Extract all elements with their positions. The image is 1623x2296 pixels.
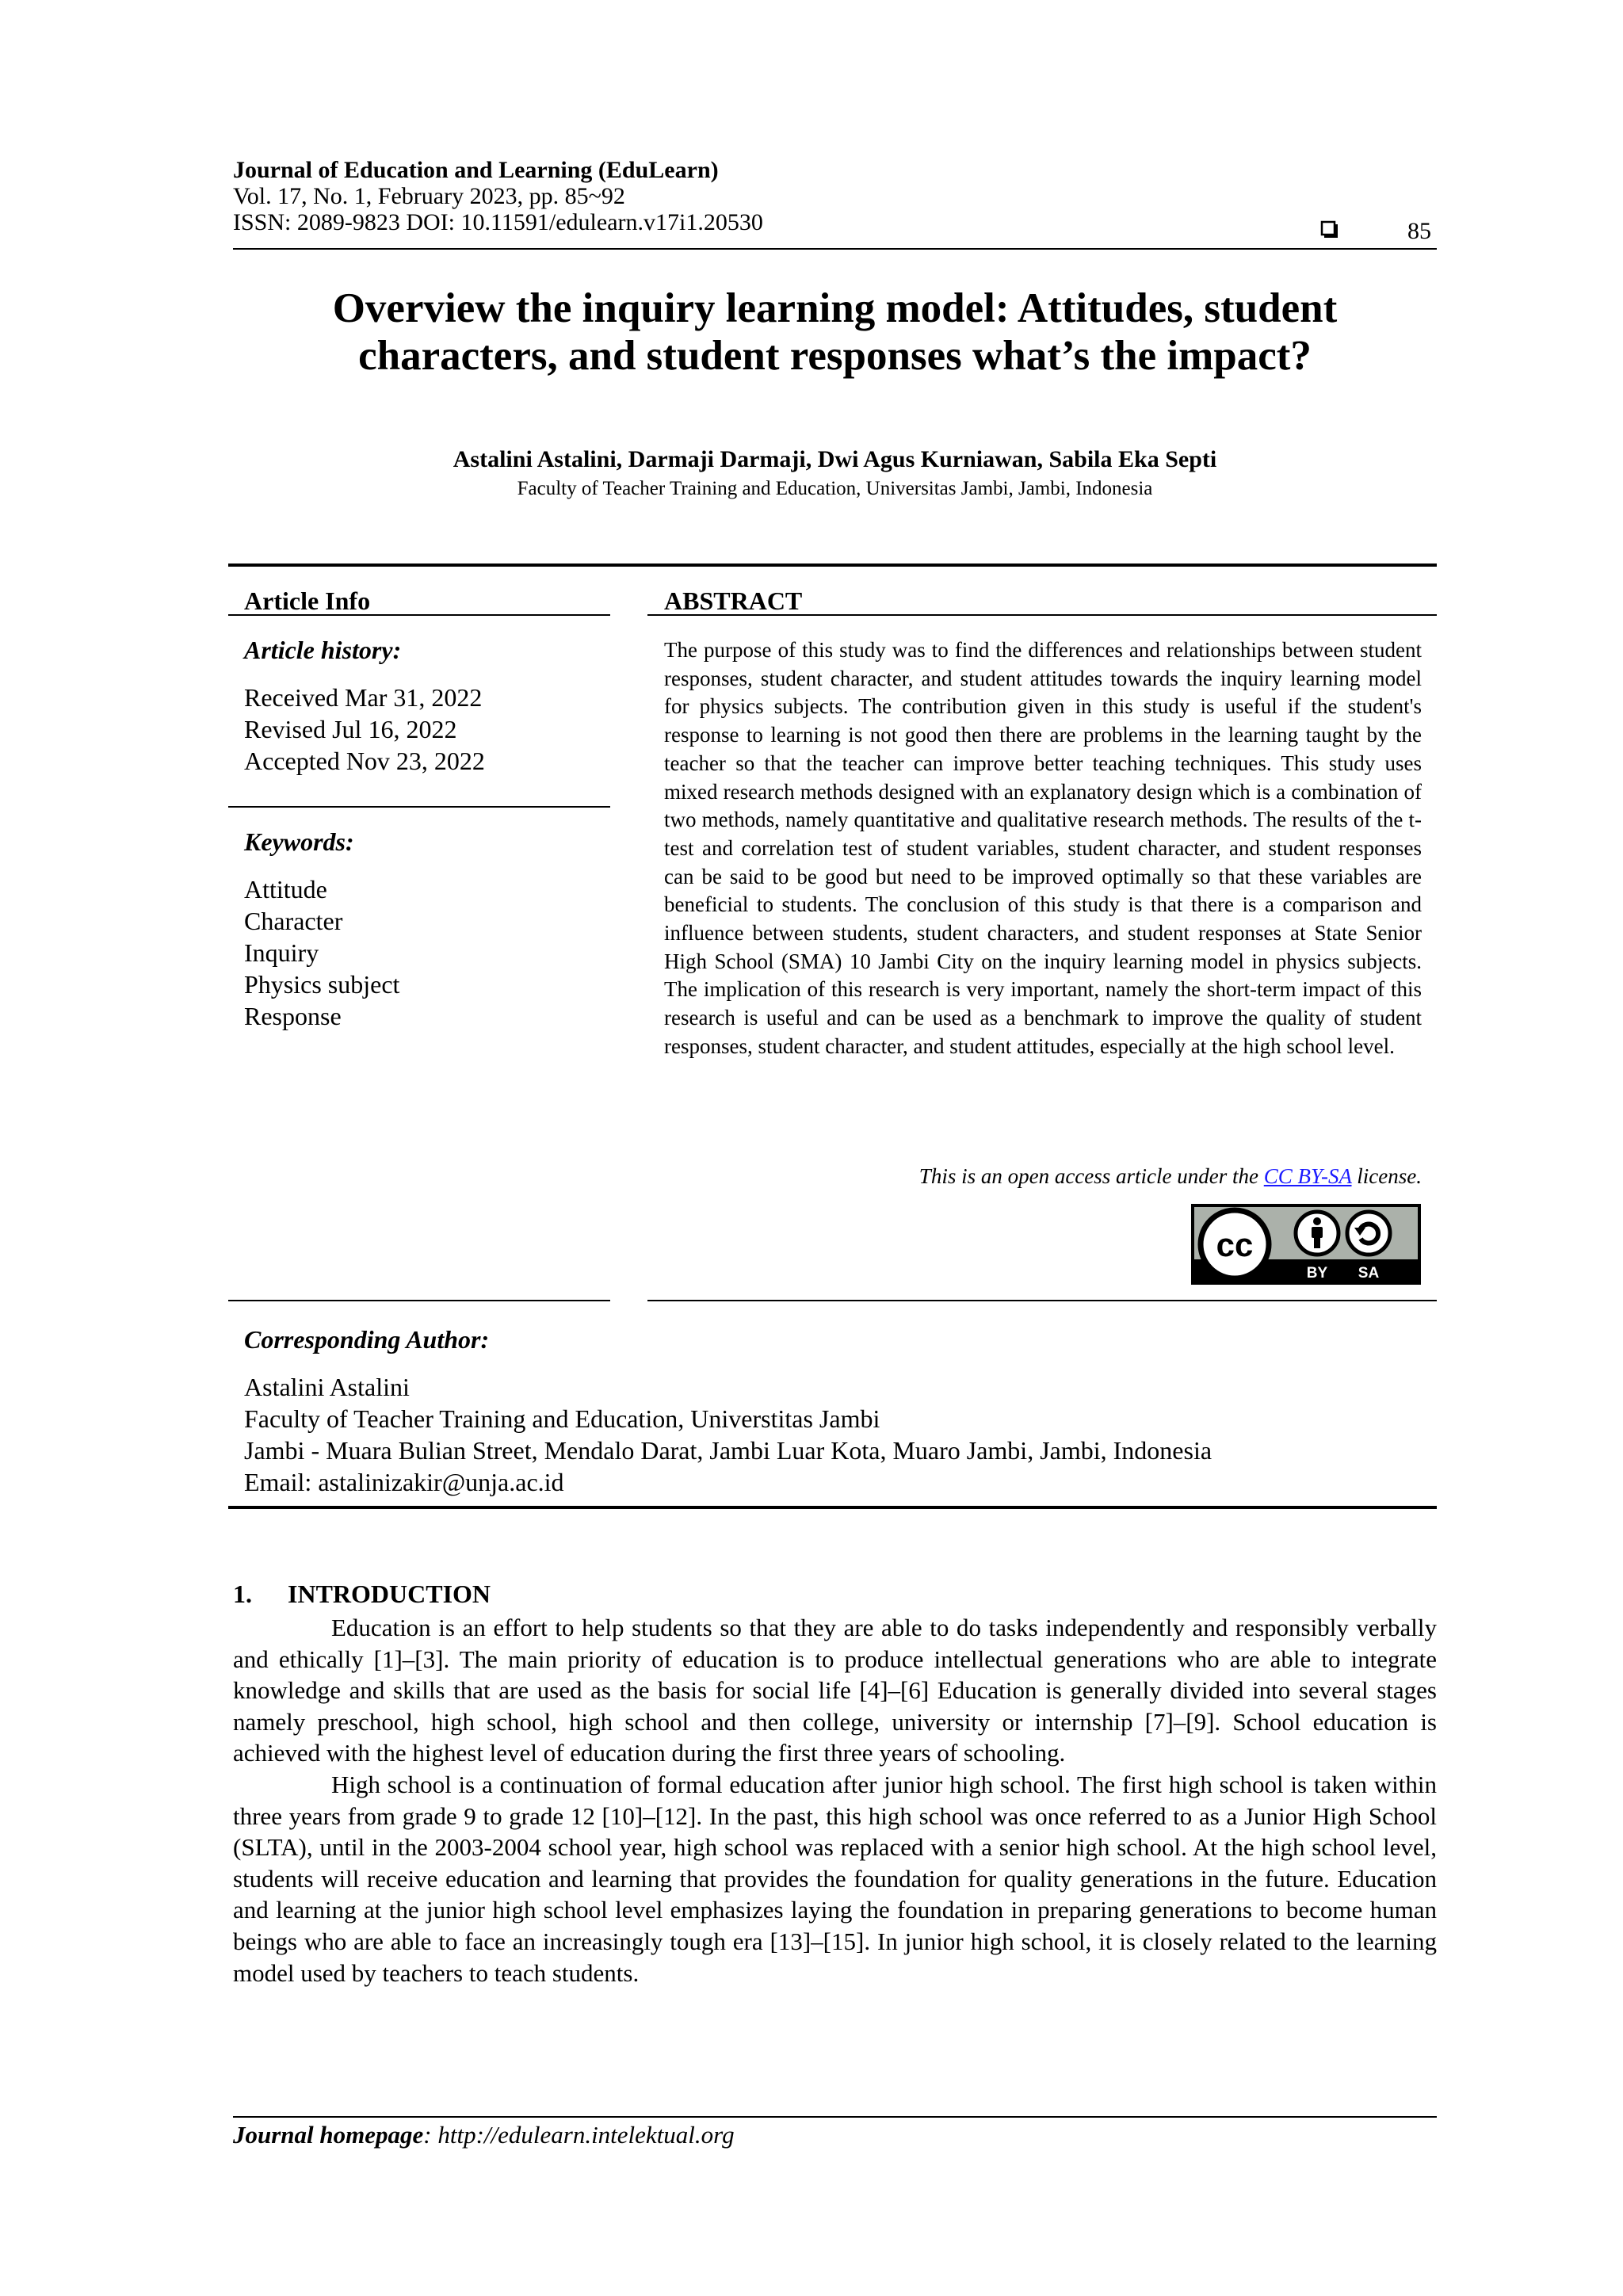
- accepted-date: Accepted Nov 23, 2022: [244, 747, 485, 775]
- section-number: 1.: [233, 1580, 252, 1608]
- intro-paragraph-1: Education is an effort to help students so that they are able to do tasks independently and responsibly verbally and ethically [1]–[3]. The main priority of education is to produce intellectual generations who are able to integrate knowledge and skills that are used as the basis for social life [4]–[6] Education is generally divided into several stages namely preschool, high school, high school and then college, university or internship [7]–[9]. School education is achieved with the highest level of education during the first three years of schooling.: [233, 1614, 1437, 1767]
- author-address: Jambi - Muara Bulian Street, Mendalo Darat, Jambi Luar Kota, Muaro Jambi, Jambi, Indonesia: [244, 1436, 1212, 1465]
- author-email: Email: astalinizakir@unja.ac.id: [244, 1468, 564, 1496]
- keywords-list: [244, 873, 399, 1032]
- share-alike-icon: [1347, 1212, 1390, 1255]
- keyword-item: Inquiry: [244, 938, 319, 967]
- info-bottom-rule-left: [228, 1300, 610, 1301]
- article-history: [244, 682, 485, 777]
- checkbox-square-icon: [1320, 220, 1339, 239]
- journal-issn-doi: ISSN: 2089-9823 DOI: 10.11591/edulearn.v17i1.20530: [233, 209, 763, 235]
- cc-by-sa-badge[interactable]: [1191, 1204, 1421, 1285]
- author-faculty: Faculty of Teacher Training and Education, Universtitas Jambi: [244, 1404, 880, 1433]
- title-line-1: Overview the inquiry learning model: Attitudes, student: [332, 285, 1338, 331]
- footer-rule: [233, 2116, 1437, 2118]
- author-list: Astalini Astalini, Darmaji Darmaji, Dwi Agus Kurniawan, Sabila Eka Septi: [453, 446, 1217, 472]
- license-suffix: license.: [1351, 1164, 1422, 1188]
- corresponding-bottom-rule: [228, 1506, 1437, 1509]
- revised-date: Revised Jul 16, 2022: [244, 715, 457, 743]
- homepage-label: Journal homepage: [233, 2121, 424, 2149]
- intro-paragraph-2: High school is a continuation of formal education after junior high school. The first high school is taken within three years from grade 9 to grade 12 [10]–[12]. In the past, this high school was once referred to as a Junior High School (SLTA), until in the 2003-2004 school year, high school was replaced with a senior high school. At the high school level, students will receive education and learning that provides the foundation for quality generations in the future. Education and learning at the junior high school level emphasizes laying the foundation in preparing generations to become human beings who are able to face an increasingly tough era [13]–[15]. In junior high school, it is closely related to the learning model used by teachers to teach students.: [233, 1770, 1437, 1987]
- author-name: Astalini Astalini: [244, 1373, 410, 1401]
- paper-title: [233, 285, 1437, 380]
- keywords-label: Keywords:: [244, 827, 354, 856]
- article-info-heading: Article Info: [244, 586, 371, 615]
- abstract-text: The purpose of this study was to find the differences and relationships between student responses, student character, and student attitudes towards the inquiry learning model for physics subjects. The contribution given in this study is useful if the student's response to learning is not good then there are problems in the learning taught by the teacher so that the teacher can improve better teaching techniques. This study uses mixed research methods designed with an explanatory design which is a combination of two methods, namely quantitative and qualitative research methods. The results of the t-test and correlation test of student variables, student character, and student responses can be said to be good but need to be improved optimally so that these variables are beneficial to students. The conclusion of this study is that there is a comparison and influence between students, student characters, and student responses at State Senior High School (SMA) 10 Jambi City on the inquiry learning model in physics subjects. The implication of this research is very important, namely the short-term impact of this research is useful and can be used as a benchmark to improve the quality of student responses, student character, and student attitudes, especially at the high school level.: [664, 638, 1422, 1058]
- section-title: INTRODUCTION: [288, 1580, 491, 1608]
- keyword-item: Response: [244, 1002, 342, 1030]
- attribution-icon: [1296, 1212, 1338, 1255]
- journal-volume: Vol. 17, No. 1, February 2023, pp. 85~92: [233, 183, 625, 209]
- license-prefix: This is an open access article under the: [918, 1164, 1264, 1188]
- journal-name: Journal of Education and Learning (EduLearn): [233, 157, 719, 183]
- keyword-item: Attitude: [244, 875, 327, 904]
- title-line-2: characters, and student responses what’s the impact?: [358, 333, 1312, 379]
- corresponding-author-label: Corresponding Author:: [244, 1325, 490, 1354]
- info-bottom-rule-right: [647, 1300, 1437, 1301]
- article-history-label: Article history:: [244, 636, 402, 664]
- badge-sa-label: SA: [1358, 1265, 1380, 1282]
- cc-icon-text: cc: [1216, 1226, 1254, 1263]
- page-number: 85: [1407, 218, 1431, 244]
- journal-homepage: [233, 2121, 735, 2149]
- homepage-url[interactable]: : http://edulearn.intelektual.org: [423, 2121, 735, 2149]
- corresponding-author-details: [244, 1371, 1212, 1498]
- introduction-body: [233, 1612, 1437, 1988]
- affiliation: Faculty of Teacher Training and Education, Universitas Jambi, Jambi, Indonesia: [517, 478, 1153, 499]
- cc-by-sa-link[interactable]: CC BY-SA: [1263, 1164, 1352, 1188]
- badge-by-label: BY: [1306, 1265, 1328, 1282]
- received-date: Received Mar 31, 2022: [244, 683, 483, 712]
- license-statement: [664, 1163, 1422, 1191]
- abstract-heading: ABSTRACT: [664, 586, 803, 615]
- info-top-rule: [228, 563, 1437, 567]
- history-keywords-rule: [228, 806, 610, 808]
- cc-icon: [1201, 1210, 1269, 1278]
- header-rule: [233, 248, 1437, 250]
- keyword-item: Physics subject: [244, 970, 400, 999]
- keyword-item: Character: [244, 907, 343, 935]
- introduction-heading: [233, 1580, 491, 1609]
